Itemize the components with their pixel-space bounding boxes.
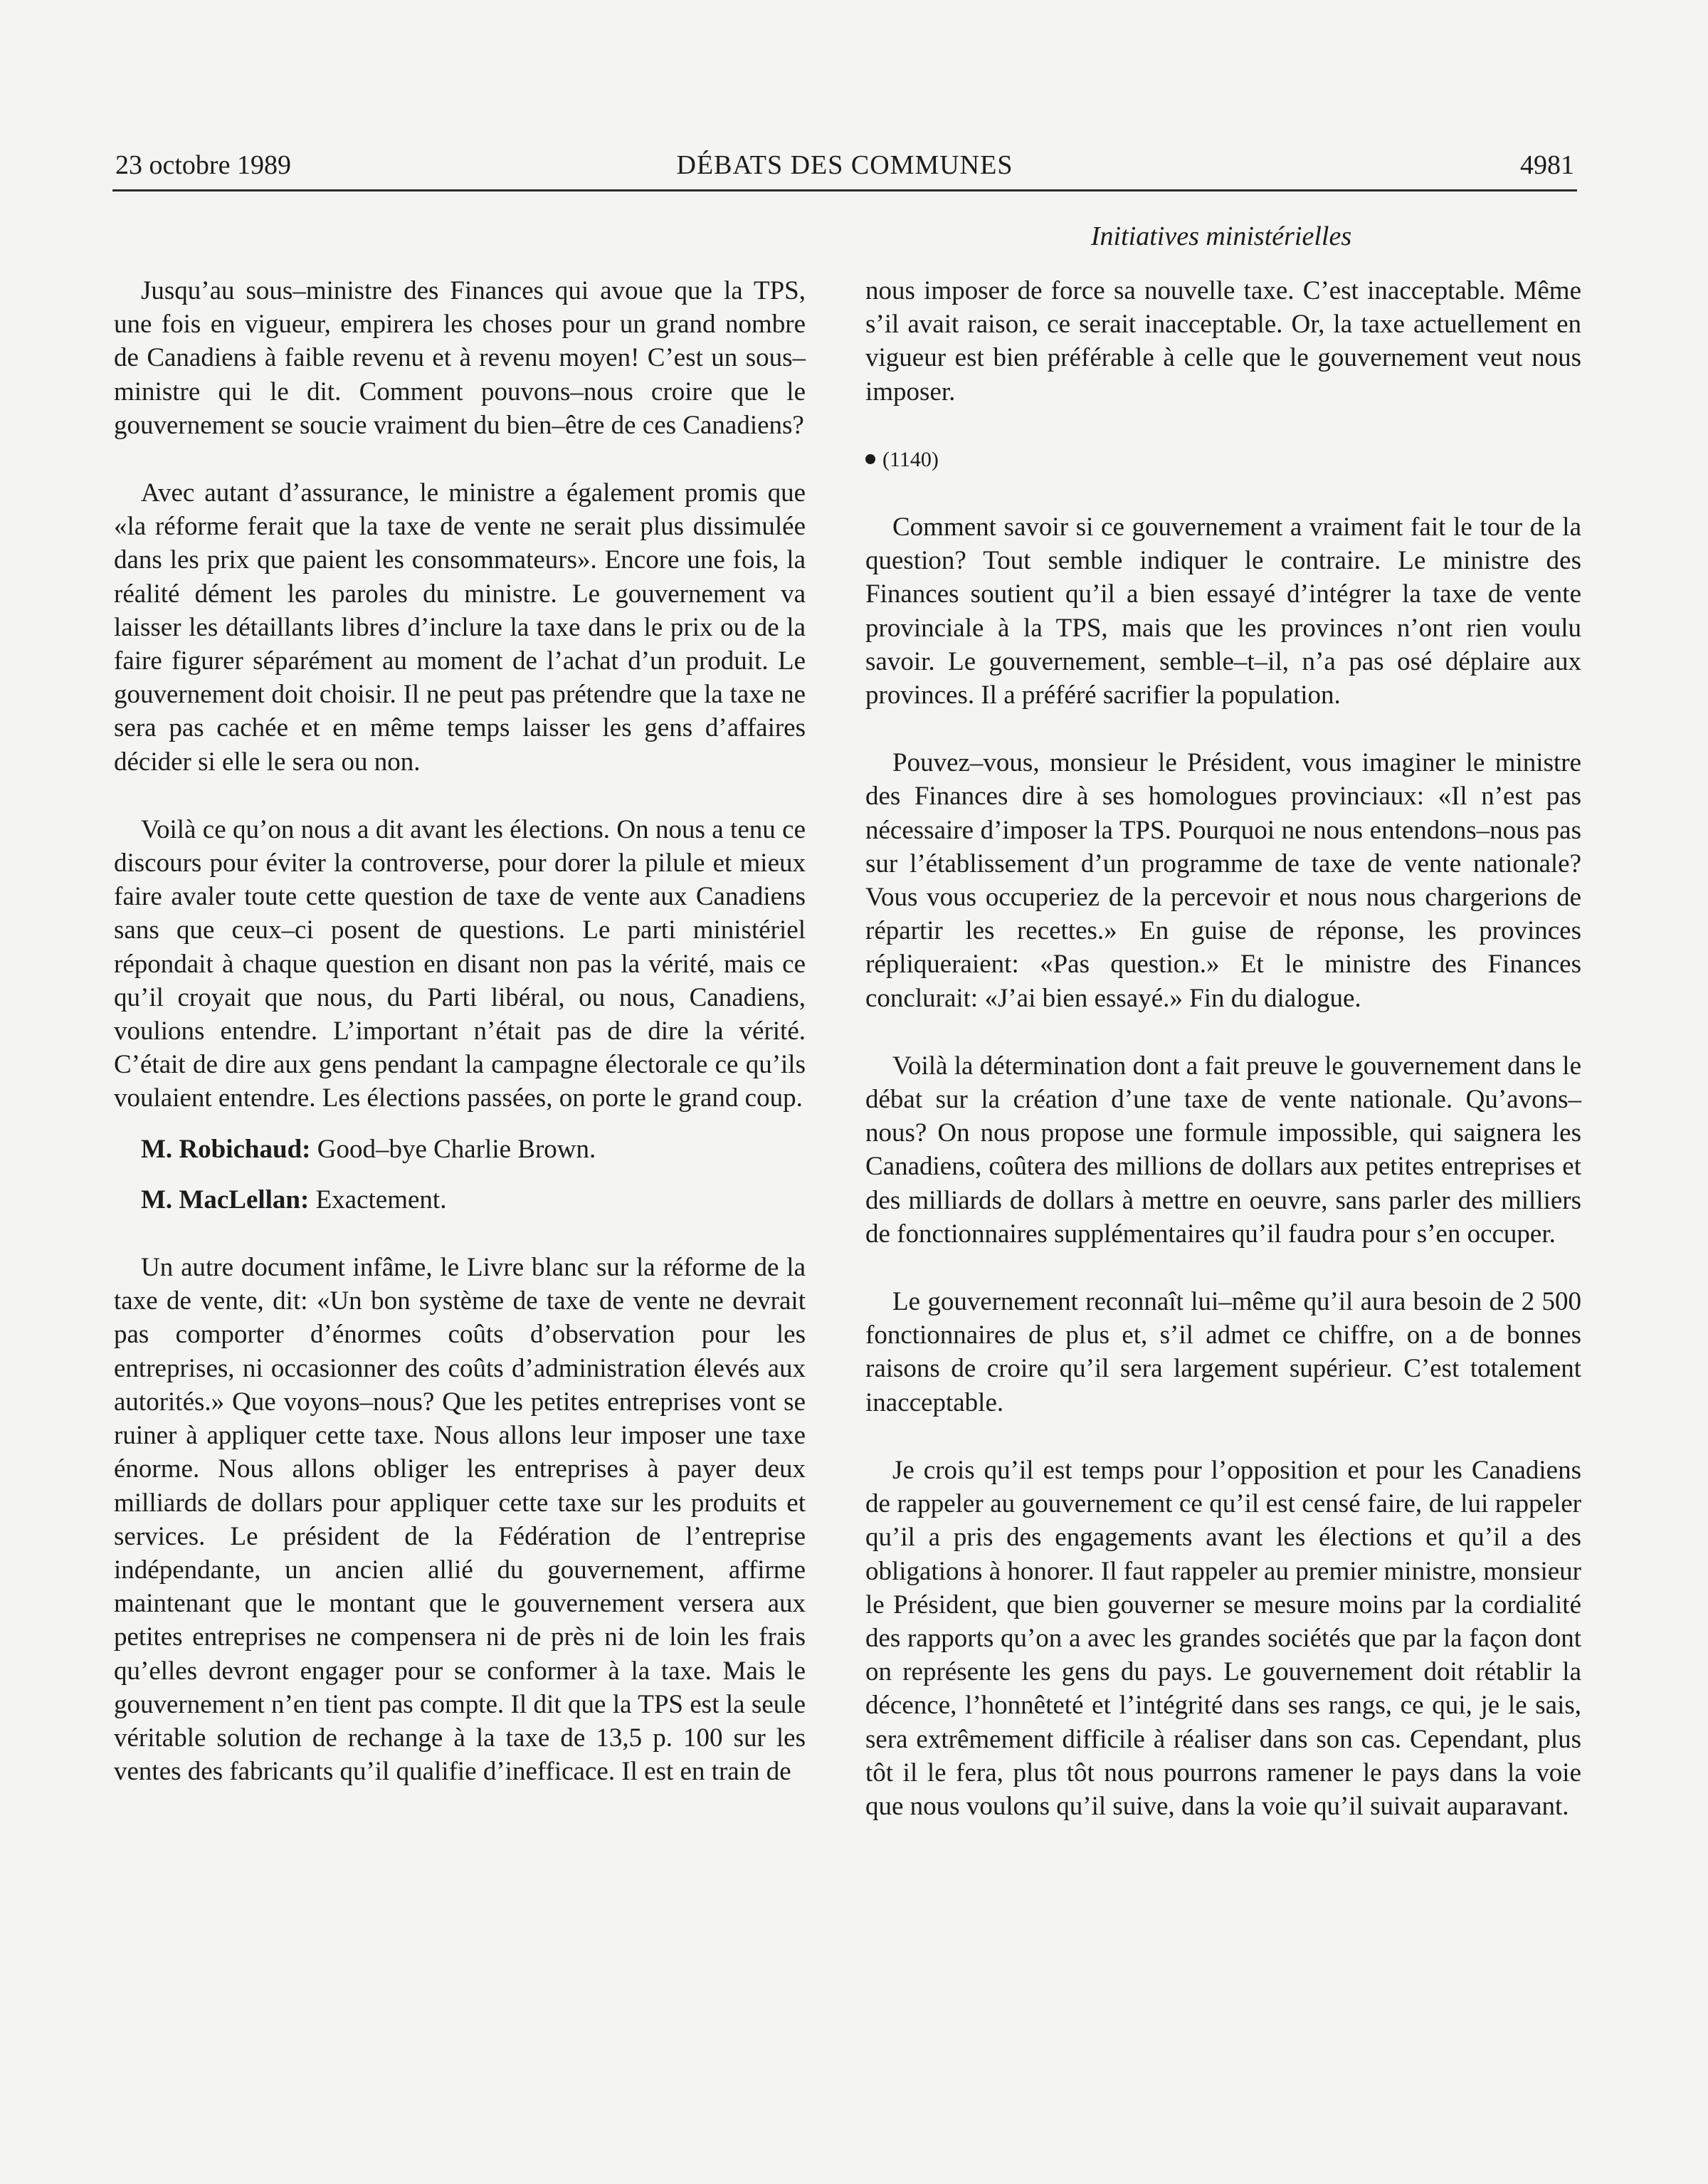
page-header [112,142,1577,191]
paragraph: Le gouvernement reconnaît lui–même qu’il aura besoin de 2 500 fonctionnaires de plus et, s’il admet ce chiffre, on a de bonnes raisons de croire qu’il sera largement supérieur. C’est totalement inacceptable. [865,1287,1581,1417]
right-column [865,274,1581,1857]
speaker-text: Good–bye Charlie Brown. [317,1134,596,1164]
speaker-remark [114,1183,806,1217]
paragraph: Avec autant d’assurance, le ministre a également promis que «la réforme ferait que la taxe de vente ne serait plus dissimulée dans les prix que paient les consommateurs». Encore une fois, la réalité dément les paroles du ministre. Le gouvernement va laisser les détaillants libres d’inclure la taxe dans le prix ou de la faire figurer séparément au moment de l’achat d’un produit. Le gouvernement doit choisir. Il ne peut pas prétendre que la taxe ne sera pas cachée et en même temps laisser les gens d’affaires décider si elle le sera ou non. [114,478,806,777]
paragraph: Comment savoir si ce gouvernement a vraiment fait le tour de la question? Tout semble indiquer le contraire. Le ministre des Finances soutient qu’il a bien essayé d’intégrer la taxe de vente provinciale à la TPS, mais que les provinces n’ont rien voulu savoir. Le gouvernement, semble–t–il, n’a pas osé déplaire aux provinces. Il a préféré sacrifier la population. [865,513,1581,710]
paragraph: Voilà ce qu’on nous a dit avant les élections. On nous a tenu ce discours pour éviter la controverse, pour dorer la pilule et mieux faire avaler toute cette question de taxe de vente aux Canadiens sans que ceux–ci posent de questions. Le parti ministériel répondait à chaque question en disant non pas la vérité, mais ce qu’il croyait que nous, du Parti libéral, ou nous, Canadiens, voulions entendre. L’important n’était pas de dire la vérité. C’était de dire aux gens pendant la campagne électorale ce qu’ils voulaient entendre. Les élections passées, on porte le grand coup. [114,814,806,1113]
paragraph: Voilà la détermination dont a fait preuve le gouvernement dans le débat sur la création d’une taxe de vente nationale. Qu’avons–nous? On nous propose une formule impossible, qui saignera les Canadiens, coûtera des millions de dollars aux petites entreprises et des milliards de dollars à mettre en oeuvre, sans parler des milliers de fonctionnaires supplémentaires qu’il faudra pour s’en occuper. [865,1051,1581,1249]
paragraph: Pouvez–vous, monsieur le Président, vous imaginer le ministre des Finances dire à ses homologues provinciaux: «Il n’est pas nécessaire d’imposer la TPS. Pourquoi ne nous entendons–nous pas sur l’établissement d’un programme de taxe de vente nationale? Vous vous occuperiez de la percevoir et nous nous chargerions de répartir les recettes.» En guise de réponse, les provinces répliqueraient: «Pas question.» Et le ministre des Finances conclurait: «J’ai bien essayé.» Fin du dialogue. [865,748,1581,1013]
left-column [114,274,806,1822]
page-number: 4981 [1520,150,1574,180]
timestamp: (1140) [882,447,939,471]
paragraph: Jusqu’au sous–ministre des Finances qui avoue que la TPS, une fois en vigueur, empirera les choses pour un grand nombre de Canadiens à faible revenu et à revenu moyen! C’est un sous–ministre qui le dit. Comment pouvons–nous croire que le gouvernement se soucie vraiment du bien–être de ces Canadiens? [114,276,806,440]
timestamp-marker [865,443,1581,476]
paragraph: nous imposer de force sa nouvelle taxe. C’est inacceptable. Même s’il avait raison, ce serait inacceptable. Or, la taxe actuellement en vigueur est bien préférable à celle que le gouvernement veut nous imposer. [865,276,1581,406]
paragraph: Un autre document infâme, le Livre blanc sur la réforme de la taxe de vente, dit: «Un bon système de taxe de vente ne devrait pas comporter d’énormes coûts d’observation pour les entreprises, ni occasionner des coûts d’administration élevés aux autorités.» Que voyons–nous? Que les petites entreprises vont se ruiner à appliquer cette taxe. Nous allons leur imposer une taxe énorme. Nous allons obliger les entreprises à payer deux milliards de dollars pour appliquer cette taxe sur les produits et services. Le président de la Fédération de l’entreprise indépendante, un ancien allié du gouvernement, affirme maintenant que le montant que le gouvernement versera aux petites entreprises ne compensera ni de près ni de loin les frais qu’elles devront engager pour se conformer à la taxe. Mais le gouvernement n’en tient pas compte. Il dit que la TPS est la seule véritable solution de rechange à la taxe de 13,5 p. 100 sur les ventes des fabricants qu’il qualifie d’inefficace. Il est en train de [114,1253,806,1787]
header-title: DÉBATS DES COMMUNES [676,150,1013,180]
speaker-text: Exactement. [315,1185,447,1214]
speaker-name: M. MacLellan: [141,1185,310,1214]
section-label: Initiatives ministérielles [1090,221,1352,251]
bullet-icon [865,454,875,464]
header-date: 23 octobre 1989 [115,150,291,180]
speaker-remark [114,1133,806,1166]
paragraph: Je crois qu’il est temps pour l’opposition et pour les Canadiens de rappeler au gouvernement ce qu’il est censé faire, de lui rappeler qu’il a pris des engagements avant les élections et qu’il a des obligations à honorer. Il faut rappeler au premier ministre, monsieur le Président, que bien gouverner se mesure moins par la cordialité des rapports qu’on a avec les grandes sociétés que par la façon dont on représente les gens du pays. Le gouvernement doit rétablir la décence, l’honnêteté et l’intégrité dans ses rangs, ce qui, je le sais, sera extrêmement difficile à réaliser dans son cas. Cependant, plus tôt il le fera, plus tôt nous pourrons ramener le pays dans la voie que nous voulons qu’il suive, dans la voie qu’il suivait auparavant. [865,1455,1581,1821]
speaker-name: M. Robichaud: [141,1134,311,1164]
